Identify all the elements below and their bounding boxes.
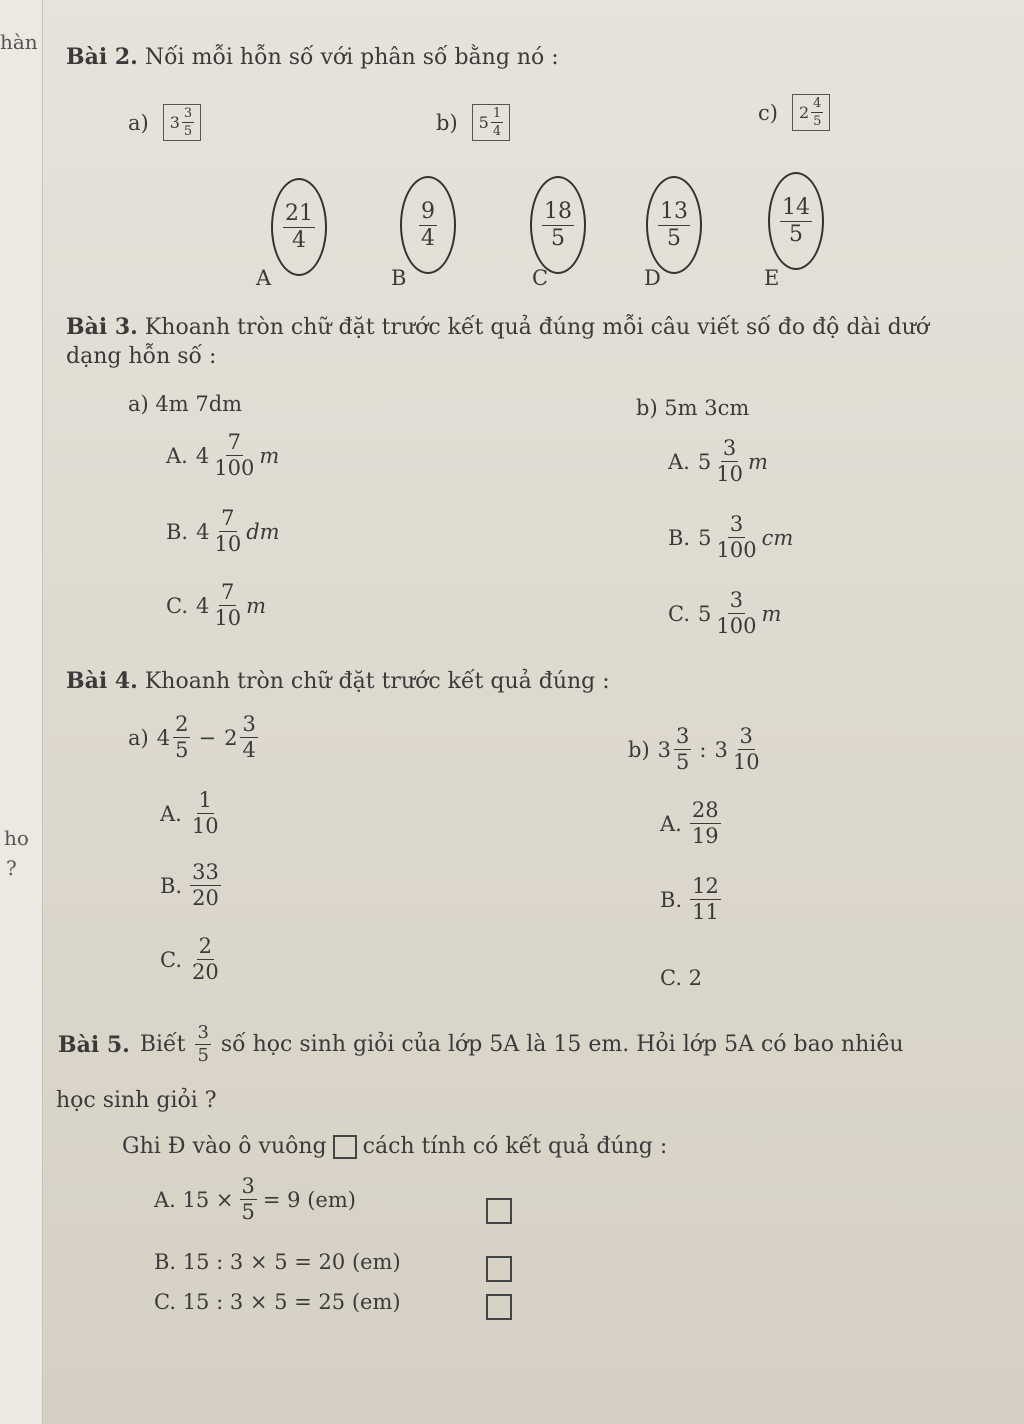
left-page-margin bbox=[0, 0, 43, 1424]
oval-letter-b: B bbox=[391, 266, 407, 290]
bai4-a-option-c[interactable]: C. $\frac{2}{20}$ bbox=[160, 934, 219, 984]
bai2-text: Nối mỗi hỗn số với phân số bằng nó : bbox=[144, 45, 559, 70]
bai4-a-option-a[interactable]: A. $\frac{1}{10}$ bbox=[160, 788, 219, 838]
margin-text-mid: ho bbox=[4, 826, 29, 850]
bai2-mixed-c bbox=[758, 94, 830, 131]
bai5-instruction: Ghi Đ vào ô vuông cách tính có kết quả đúng : bbox=[122, 1134, 668, 1159]
bai2-mixed-b bbox=[436, 104, 510, 141]
bai3-b-label: b) 5m 3cm bbox=[636, 396, 750, 420]
fraction-oval-a[interactable]: $\frac{21}{4}$ bbox=[271, 178, 327, 276]
bai3-a-option-c[interactable]: C. 4 $\frac{7}{10}$ m bbox=[166, 580, 267, 630]
bai3-b-option-b[interactable]: B. 5 $\frac{3}{100}$ cm bbox=[668, 512, 794, 562]
oval-letter-c: C bbox=[532, 266, 549, 290]
bai5-option-c: C. 15 : 3 × 5 = 25 (em) bbox=[154, 1290, 401, 1314]
bai4-a-expression: a) 4 $\frac{2}{5}$ − 2 $\frac{3}{4}$ bbox=[128, 712, 256, 762]
bai5-checkbox-a[interactable] bbox=[486, 1198, 512, 1224]
bai4-b-expression: b) 3 $\frac{3}{5}$ : 3 $\frac{3}{10}$ bbox=[628, 724, 760, 774]
bai4-b-option-c[interactable]: C. 2 bbox=[660, 966, 703, 990]
fraction-oval-c[interactable]: $\frac{18}{5}$ bbox=[530, 176, 586, 274]
bai3-a-option-b[interactable]: B. 4 $\frac{7}{10}$ dm bbox=[166, 506, 280, 556]
bai5-option-a: A. 15 × $\frac{3}{5}$ = 9 (em) bbox=[154, 1174, 356, 1224]
bai4-a-option-b[interactable]: B. $\frac{33}{20}$ bbox=[160, 860, 219, 910]
margin-text-mid2: ? bbox=[6, 856, 17, 880]
bai2-c-label: c) bbox=[758, 100, 778, 125]
bai2-mixed-a bbox=[128, 104, 201, 141]
bai5-checkbox-c[interactable] bbox=[486, 1294, 512, 1320]
bai3-b-option-a[interactable]: A. 5 $\frac{3}{10}$ m bbox=[668, 436, 768, 486]
fraction-oval-b[interactable]: $\frac{9}{4}$ bbox=[400, 176, 456, 274]
bai2-a-label: a) bbox=[128, 110, 149, 135]
bai4-b-option-b[interactable]: B. $\frac{12}{11}$ bbox=[660, 874, 719, 924]
mixed-number-box: 5 $\frac{1}{4}$ bbox=[472, 104, 510, 141]
oval-letter-d: D bbox=[644, 266, 661, 290]
bai3-b-option-c[interactable]: C. 5 $\frac{3}{100}$ m bbox=[668, 588, 782, 638]
oval-letter-a: A bbox=[256, 266, 272, 290]
bai5-option-b: B. 15 : 3 × 5 = 20 (em) bbox=[154, 1250, 401, 1274]
fraction-oval-d[interactable]: $\frac{13}{5}$ bbox=[646, 176, 702, 274]
bai5-checkbox-b[interactable] bbox=[486, 1256, 512, 1282]
bai5-line2: học sinh giỏi ? bbox=[56, 1088, 217, 1113]
inline-checkbox-example bbox=[333, 1135, 357, 1159]
bai4-b-option-a[interactable]: A. $\frac{28}{19}$ bbox=[660, 798, 719, 848]
bai3-a-option-a[interactable]: A. 4 $\frac{7}{100}$ m bbox=[166, 430, 280, 480]
bai2-number: Bài 2. bbox=[66, 44, 138, 70]
bai3-heading-line2: dạng hỗn số : bbox=[66, 344, 217, 369]
bai3-heading: Bài 3. Khoanh tròn chữ đặt trước kết quả đúng mỗi câu viết số đo độ dài dướ bbox=[66, 314, 930, 340]
bai2-b-label: b) bbox=[436, 110, 458, 135]
bai5-heading: Bài 5. Biết $\frac{3}{5}$ số học sinh giỏi của lớp 5A là 15 em. Hỏi lớp 5A có bao nhiêu bbox=[58, 1022, 904, 1066]
bai4-heading: Bài 4. Khoanh tròn chữ đặt trước kết quả đúng : bbox=[66, 668, 610, 694]
fraction-oval-e[interactable]: $\frac{14}{5}$ bbox=[768, 172, 824, 270]
bai2-heading bbox=[66, 44, 559, 70]
oval-letter-e: E bbox=[764, 266, 780, 290]
bai3-a-label: a) 4m 7dm bbox=[128, 392, 243, 416]
mixed-number-box: 3 $\frac{3}{5}$ bbox=[163, 104, 201, 141]
margin-text-top: hàn bbox=[0, 30, 38, 54]
mixed-number-box: 2 $\frac{4}{5}$ bbox=[792, 94, 830, 131]
